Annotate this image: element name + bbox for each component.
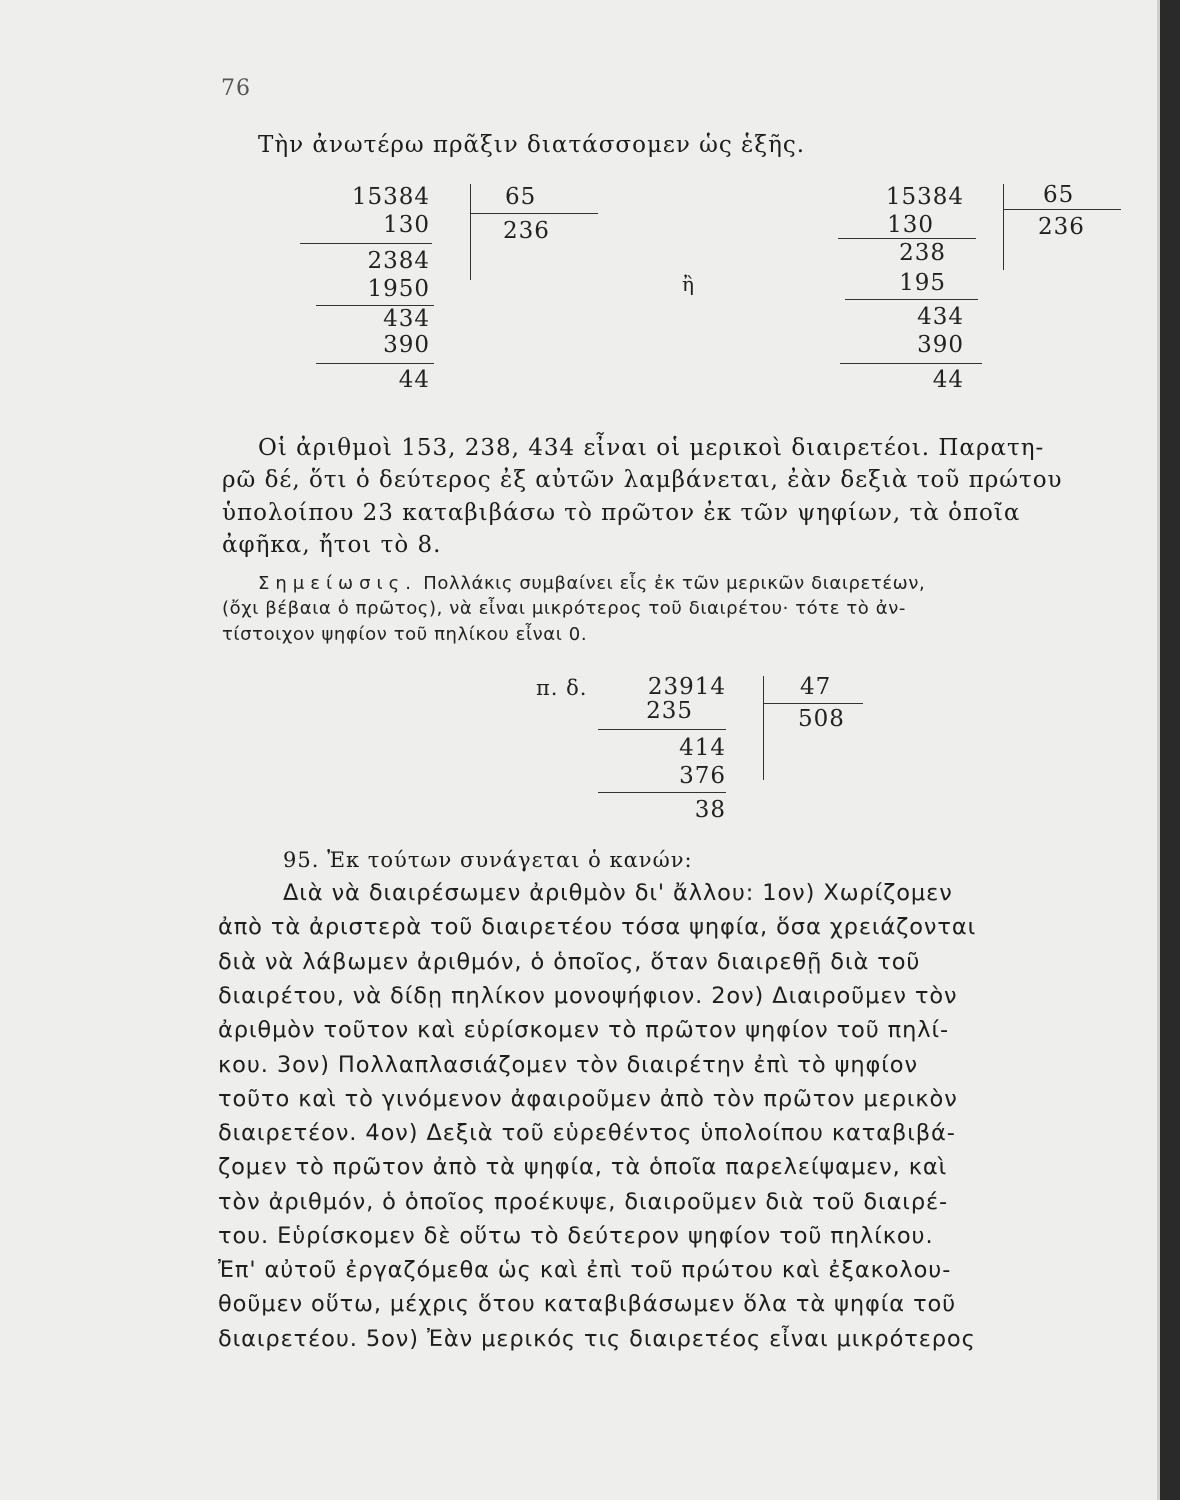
division-b-step: 130 xyxy=(887,212,934,238)
division-a-bracket xyxy=(470,184,471,280)
division-a-step: 1950 xyxy=(367,276,430,302)
section-heading: 95. Ἐκ τούτων συνάγεται ὁ κανών: xyxy=(283,848,693,872)
division-c-rule xyxy=(598,792,726,793)
paragraph-line: ὑπολοίπου 23 καταβιβάσω τὸ πρῶτον ἐκ τῶν ψηφίων, τὰ ὁποῖα xyxy=(222,500,1021,526)
division-b-dividend: 15384 xyxy=(885,184,964,210)
division-b-rule xyxy=(838,238,976,239)
division-a-rule xyxy=(316,363,434,364)
division-b-divisor: 65 xyxy=(1043,182,1075,208)
division-c-remainder: 38 xyxy=(694,797,726,823)
division-a-dividend: 15384 xyxy=(351,184,430,210)
rule-line: του. Εὑρίσκομεν δὲ οὕτω τὸ δεύτερον ψηφίον τοῦ πηλίκου. xyxy=(218,1223,934,1249)
division-a-bracket xyxy=(470,213,598,214)
division-a-quotient: 236 xyxy=(503,218,550,244)
note-line: (ὄχι βέβαια ὁ πρῶτος), νὰ εἶναι μικρότερος τοῦ διαιρέτου· τότε τὸ ἀν- xyxy=(222,598,906,619)
division-a-remainder: 44 xyxy=(398,367,430,393)
division-a-step: 390 xyxy=(383,332,430,358)
division-c-bracket xyxy=(763,703,863,704)
paragraph-line: Οἱ ἀριθμοὶ 153, 238, 434 εἶναι οἱ μερικοὶ διαιρετέοι. Παρατη- xyxy=(258,435,1045,461)
rule-line: διαιρετέου. 5ον) Ἐὰν μερικός τις διαιρετέος εἶναι μικρότερος xyxy=(218,1326,976,1352)
division-c-bracket xyxy=(763,676,764,780)
rule-line: Ἐπ' αὐτοῦ ἐργαζόμεθα ὡς καὶ ἐπὶ τοῦ πρώτου καὶ ἐξακολου- xyxy=(218,1257,952,1283)
rule-line: κου. 3ον) Πολλαπλασιάζομεν τὸν διαιρέτην ἐπὶ τὸ ψηφίον xyxy=(218,1052,918,1078)
division-c-dividend: 23914 xyxy=(647,674,726,700)
division-c-quotient: 508 xyxy=(798,706,845,732)
division-b-step: 238 xyxy=(899,240,946,266)
division-a-step: 130 xyxy=(383,212,430,238)
rule-line: ἀπὸ τὰ ἀριστερὰ τοῦ διαιρετέου τόσα ψηφία, ὅσα χρειάζονται xyxy=(218,914,977,940)
note-label: Σημείωσις. xyxy=(258,573,417,594)
division-c-step: 376 xyxy=(679,763,726,789)
rule-line: ζομεν τὸ πρῶτον ἀπὸ τὰ ψηφία, τὰ ὁποῖα παρελείψαμεν, καὶ xyxy=(218,1154,948,1180)
or-separator: ἢ xyxy=(682,272,694,296)
division-c-step: 414 xyxy=(679,735,726,761)
division-b-bracket xyxy=(1003,209,1121,210)
rule-line: διαιρέτου, νὰ δίδῃ πηλίκον μονοψήφιον. 2ον) Διαιροῦμεν τὸν xyxy=(218,983,958,1009)
division-c-rule xyxy=(598,729,726,730)
note-line: τίστοιχον ψηφίον τοῦ πηλίκου εἶναι 0. xyxy=(222,624,588,645)
rule-line: διὰ νὰ λάβωμεν ἀριθμόν, ὁ ὁποῖος, ὅταν διαιρεθῇ διὰ τοῦ xyxy=(218,949,921,975)
rule-line: διαιρετέον. 4ον) Δεξιὰ τοῦ εὑρεθέντος ὑπολοίπου καταβιβά- xyxy=(218,1120,956,1146)
division-b-quotient: 236 xyxy=(1038,214,1085,240)
division-b-step: 195 xyxy=(899,270,946,296)
page-number: 76 xyxy=(221,76,251,101)
division-a-divisor: 65 xyxy=(505,184,537,210)
division-b-remainder: 44 xyxy=(932,367,964,393)
rule-line: Διὰ νὰ διαιρέσωμεν ἀριθμὸν δι' ἄλλου: 1ον) Χωρίζομεν xyxy=(283,880,953,906)
division-c-prefix: π. δ. xyxy=(536,676,588,700)
paragraph-line: ἀφῆκα, ἤτοι τὸ 8. xyxy=(222,532,442,558)
division-b-bracket xyxy=(1003,184,1004,270)
rule-line: ἀριθμὸν τοῦτον καὶ εὑρίσκομεν τὸ πρῶτον ψηφίον τοῦ πηλί- xyxy=(218,1017,950,1043)
division-a-rule xyxy=(300,243,432,244)
rule-line: τὸν ἀριθμόν, ὁ ὁποῖος προέκυψε, διαιροῦμεν διὰ τοῦ διαιρέ- xyxy=(218,1189,949,1215)
division-b-rule xyxy=(845,299,978,300)
division-c-divisor: 47 xyxy=(800,674,832,700)
division-a-step: 434 xyxy=(383,306,430,332)
note-line xyxy=(258,573,925,594)
division-b-rule xyxy=(840,363,982,364)
rule-line: θοῦμεν οὕτω, μέχρις ὅτου καταβιβάσωμεν ὅλα τὰ ψηφία τοῦ xyxy=(218,1291,957,1317)
paragraph-line: ρῶ δέ, ὅτι ὁ δεύτερος ἐξ αὐτῶν λαμβάνεται, ἐὰν δεξιὰ τοῦ πρώτου xyxy=(222,467,1063,493)
division-a-step: 2384 xyxy=(367,248,430,274)
division-c-step: 235 xyxy=(646,698,693,724)
intro-sentence: Τὴν ἀνωτέρω πρᾶξιν διατάσσομεν ὡς ἑξῆς. xyxy=(258,132,806,158)
division-b-step: 390 xyxy=(917,332,964,358)
division-b-step: 434 xyxy=(917,304,964,330)
rule-line: τοῦτο καὶ τὸ γινόμενον ἀφαιροῦμεν ἀπὸ τὸν πρῶτον μερικὸν xyxy=(218,1086,958,1112)
note-text: Πολλάκις συμβαίνει εἷς ἐκ τῶν μερικῶν διαιρετέων, xyxy=(423,573,926,594)
